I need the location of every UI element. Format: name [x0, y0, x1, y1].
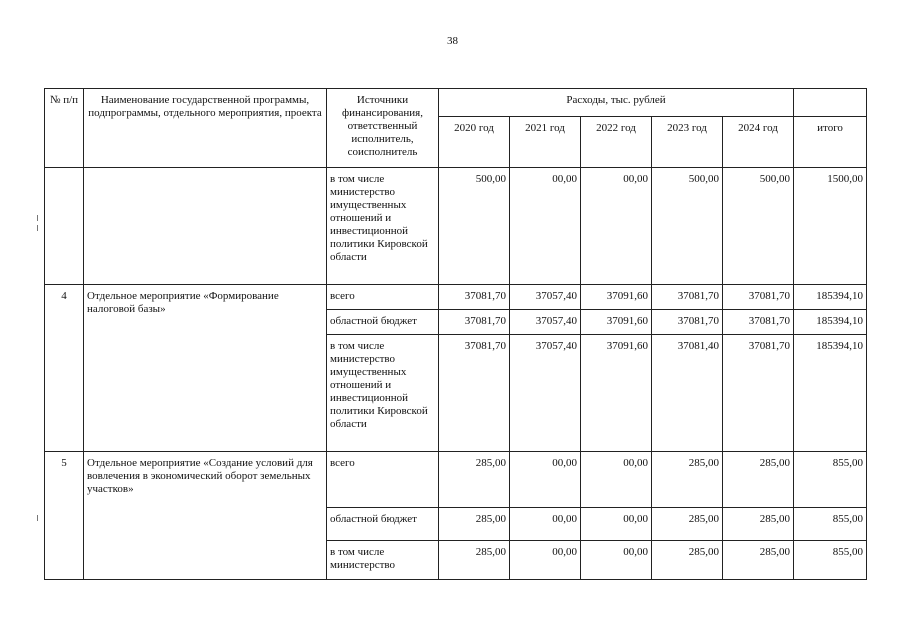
cell-value: 37081,70 [439, 310, 510, 335]
cell-value: 285,00 [439, 452, 510, 508]
cell-value: 37081,70 [723, 335, 794, 452]
cell-value: 285,00 [723, 508, 794, 541]
cell-num: 5 [45, 452, 84, 580]
cell-value: 00,00 [581, 168, 652, 285]
cell-source: в том числе министерство имущественных отношений и инвестиционной политики Кировской области [327, 335, 439, 452]
cell-source: всего [327, 452, 439, 508]
cell-value: 37081,40 [652, 335, 723, 452]
cell-value: 855,00 [794, 541, 867, 580]
col-header-year-2024: 2024 год [723, 117, 794, 168]
cell-source: в том числе министерство имущественных отношений и инвестиционной политики Кировской области [327, 168, 439, 285]
cell-value: 37081,70 [439, 335, 510, 452]
col-header-year-2022: 2022 год [581, 117, 652, 168]
cell-value: 00,00 [581, 508, 652, 541]
cell-value: 00,00 [510, 168, 581, 285]
cell-value: 500,00 [652, 168, 723, 285]
cell-value: 185394,10 [794, 285, 867, 310]
cell-value: 185394,10 [794, 310, 867, 335]
cell-value: 37081,70 [723, 285, 794, 310]
col-header-expenses: Расходы, тыс. рублей [439, 89, 794, 117]
cell-source: областной бюджет [327, 508, 439, 541]
page-number: 38 [447, 35, 458, 47]
table-header-row [45, 89, 867, 117]
cell-value: 500,00 [723, 168, 794, 285]
cell-num: 4 [45, 285, 84, 452]
col-header-year-2021: 2021 год [510, 117, 581, 168]
cell-source: областной бюджет [327, 310, 439, 335]
cell-value: 285,00 [723, 541, 794, 580]
cell-value: 855,00 [794, 508, 867, 541]
cell-num [45, 168, 84, 285]
cell-value: 37057,40 [510, 335, 581, 452]
cell-value: 1500,00 [794, 168, 867, 285]
cell-value: 285,00 [652, 452, 723, 508]
cell-name [84, 168, 327, 285]
cell-value: 37057,40 [510, 310, 581, 335]
cell-value: 500,00 [439, 168, 510, 285]
cell-value: 00,00 [581, 541, 652, 580]
col-header-year-2020: 2020 год [439, 117, 510, 168]
cell-value: 37081,70 [652, 310, 723, 335]
scan-mark [37, 225, 38, 231]
cell-value: 37081,70 [723, 310, 794, 335]
cell-value: 37081,70 [652, 285, 723, 310]
cell-source: всего [327, 285, 439, 310]
cell-value: 285,00 [439, 508, 510, 541]
cell-value: 285,00 [439, 541, 510, 580]
cell-value: 185394,10 [794, 335, 867, 452]
table-row [45, 285, 867, 310]
col-header-sources: Источники финансирования, ответственный исполнитель, соисполнитель [327, 89, 439, 168]
cell-value: 37057,40 [510, 285, 581, 310]
cell-value: 37091,60 [581, 310, 652, 335]
budget-table [44, 88, 867, 580]
scan-mark [37, 515, 38, 521]
cell-value: 37091,60 [581, 335, 652, 452]
cell-value: 37081,70 [439, 285, 510, 310]
cell-value: 285,00 [652, 508, 723, 541]
cell-source: в том числе министерство [327, 541, 439, 580]
cell-value: 00,00 [510, 452, 581, 508]
cell-value: 37091,60 [581, 285, 652, 310]
col-header-total: итого [794, 117, 867, 168]
col-header-name: Наименование государственной программы, подпрограммы, отдельного мероприятия, проекта [84, 89, 327, 168]
cell-value: 285,00 [652, 541, 723, 580]
col-header-year-2023: 2023 год [652, 117, 723, 168]
cell-value: 00,00 [510, 508, 581, 541]
cell-value: 00,00 [581, 452, 652, 508]
table-row [45, 168, 867, 285]
col-header-num: № п/п [45, 89, 84, 168]
scan-mark [37, 215, 38, 221]
table-row [45, 452, 867, 508]
cell-name: Отдельное мероприятие «Создание условий для вовлечения в экономический оборот земельных участков» [84, 452, 327, 580]
cell-value: 00,00 [510, 541, 581, 580]
cell-value: 285,00 [723, 452, 794, 508]
cell-name: Отдельное мероприятие «Формирование налоговой базы» [84, 285, 327, 452]
col-header-blank [794, 89, 867, 117]
cell-value: 855,00 [794, 452, 867, 508]
